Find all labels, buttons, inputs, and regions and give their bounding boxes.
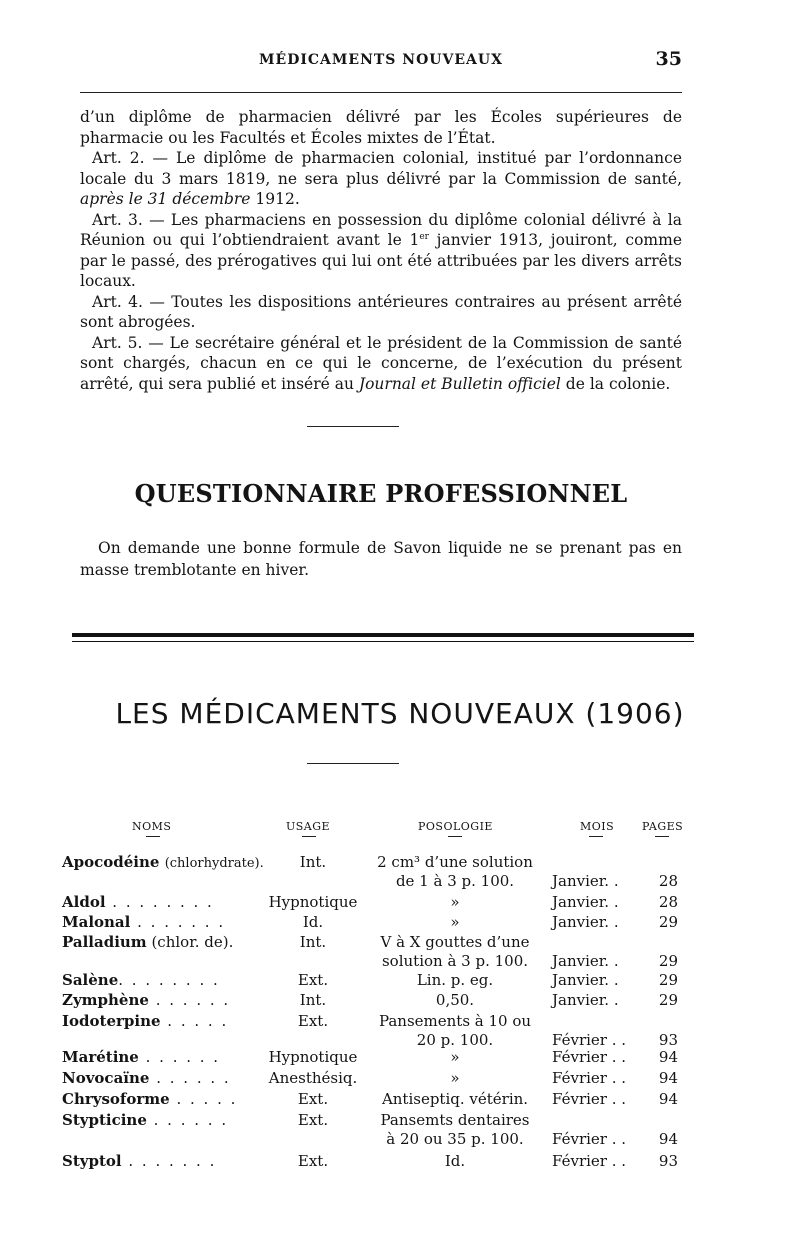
header-posologie: POSOLOGIE: [418, 820, 493, 833]
name-text: Iodoterpine: [62, 1012, 161, 1030]
row-usage: Ext.: [297, 1012, 329, 1030]
row-name: [62, 853, 264, 873]
name-text: Malonal: [62, 913, 131, 931]
row-posologie: [370, 933, 540, 971]
row-usage: Int.: [299, 933, 327, 951]
thick-rule: [72, 633, 694, 637]
row-name: [62, 893, 214, 912]
header-rule: [80, 92, 682, 93]
name-dots: . . . . . .: [149, 1069, 231, 1087]
row-page: 29: [658, 952, 678, 970]
paragraph-art-3: [80, 210, 682, 292]
name-dots: . . . . .: [169, 1090, 238, 1108]
row-month: Janvier. .: [552, 971, 619, 989]
paragraph-art-2: [80, 148, 682, 210]
name-text: Stypticine: [62, 1111, 147, 1129]
posologie-line-2: 20 p. 100.: [416, 1031, 494, 1049]
row-month: Février . .: [552, 1031, 627, 1049]
decree-text: [80, 107, 682, 394]
row-page: 29: [658, 913, 678, 931]
posologie-line-1: 2 cm³ d’une solution: [377, 853, 533, 871]
row-page: 93: [658, 1152, 678, 1170]
name-dots: . . . . .: [160, 1012, 229, 1030]
header-noms: NOMS: [132, 820, 172, 833]
row-usage: Id.: [302, 913, 324, 931]
art-3-text-a: Art. 3. — Les pharmaciens en possession du diplôme colonial délivré à la Réunion ou qui l’obtiendraient avant le 1: [80, 210, 682, 249]
posologie-line-2: solution à 3 p. 100.: [381, 952, 529, 970]
row-page: 29: [658, 971, 678, 989]
row-month: Février . .: [552, 1069, 627, 1087]
row-name: [62, 971, 220, 990]
running-title: MÉDICAMENTS NOUVEAUX: [259, 52, 503, 68]
row-page: 94: [658, 1069, 678, 1087]
name-dots: . . . . . . . .: [105, 893, 214, 911]
row-usage: Ext.: [297, 1111, 329, 1129]
name-text: Palladium: [62, 933, 147, 951]
posologie-line-2: de 1 à 3 p. 100.: [395, 872, 515, 890]
name-dots: . . . . . .: [148, 991, 231, 1009]
art-2-italic: après le 31 décembre: [80, 190, 251, 208]
name-dots: . . . . . . . .: [118, 971, 220, 989]
paragraph-art-4: Art. 4. — Toutes les dispositions antérieures contraires au présent arrêté sont abrogées.: [80, 292, 682, 331]
art-2-text: Art. 2. — Le diplôme de pharmacien colonial, institué par l’ordonnance locale du 3 mars 1819, ne sera plus délivré par la Commission de santé,: [80, 149, 682, 188]
row-posologie: 0,50.: [435, 991, 475, 1009]
row-page: 28: [658, 893, 678, 911]
name-text: Salène: [62, 971, 119, 989]
running-head: [80, 48, 682, 78]
name-dots: . . . . . .: [138, 1048, 221, 1066]
page-number: 35: [655, 48, 682, 70]
row-month: Février . .: [552, 1152, 627, 1170]
row-usage: Int.: [299, 853, 327, 871]
questionnaire-heading: QUESTIONNAIRE PROFESSIONNEL: [134, 479, 628, 508]
row-posologie: [370, 1012, 540, 1050]
header-pages: PAGES: [642, 820, 684, 833]
header-usage: USAGE: [286, 820, 331, 833]
row-posologie: »: [450, 913, 460, 931]
row-posologie: »: [450, 1069, 460, 1087]
header-mois: MOIS: [580, 820, 615, 833]
posologie-line-1: V à X gouttes d’une: [380, 933, 530, 951]
name-text: Styptol: [62, 1152, 122, 1170]
row-posologie: [370, 853, 540, 891]
row-month: Janvier. .: [552, 893, 619, 911]
row-usage: Ext.: [297, 971, 329, 989]
art-5-text-b: de la colonie.: [560, 374, 671, 393]
row-month: Janvier. .: [552, 913, 619, 931]
name-text: Zymphène: [62, 991, 149, 1009]
row-name: [62, 991, 230, 1010]
name-text: Marétine: [62, 1048, 139, 1066]
row-month: Février . .: [552, 1130, 627, 1148]
header-dash-pages: [655, 836, 669, 837]
name-text: Chrysoforme: [62, 1090, 170, 1108]
paragraph-art-5: [80, 333, 682, 395]
row-posologie: Antiseptiq. vétérin.: [381, 1090, 529, 1108]
name-text: Apocodéine: [62, 853, 160, 871]
art-3-superscript: er: [419, 231, 429, 242]
name-dots: . . . . . .: [146, 1111, 229, 1129]
row-usage: Ext.: [297, 1152, 329, 1170]
posologie-line-1: Pansements à 10 ou: [378, 1012, 532, 1030]
row-name: [62, 1069, 231, 1088]
row-name: [62, 933, 233, 952]
name-dots: . . . . . . .: [130, 913, 226, 931]
posologie-line-1: Pansemts dentaires: [380, 1111, 530, 1129]
posologie-line-2: à 20 ou 35 p. 100.: [386, 1130, 524, 1148]
row-name: [62, 1012, 228, 1031]
row-page: 93: [658, 1031, 678, 1049]
row-month: Janvier. .: [552, 872, 619, 890]
name-text: Aldol: [62, 893, 106, 911]
row-name: [62, 1090, 237, 1109]
row-page: 94: [658, 1090, 678, 1108]
row-usage: Anesthésiq.: [268, 1069, 358, 1087]
row-month: Janvier. .: [552, 991, 619, 1009]
name-text: Novocaïne: [62, 1069, 150, 1087]
row-name: [62, 1111, 228, 1130]
header-dash-noms: [146, 836, 160, 837]
row-usage: Hypnotique: [268, 893, 358, 911]
row-posologie: Lin. p. eg.: [416, 971, 494, 989]
art-5-text-a: Art. 5. — Le secrétaire général et le président de la Commission de santé sont chargés, chacun en ce qui le concerne, de l’exécution du présent arrêté, qui sera publié et inséré au: [80, 333, 682, 393]
row-name: [62, 1152, 216, 1171]
row-posologie: Id.: [444, 1152, 466, 1170]
name-note: (chlor. de).: [146, 933, 234, 951]
thin-rule: [72, 641, 694, 642]
row-page: 29: [658, 991, 678, 1009]
section-divider-top: [307, 426, 399, 427]
header-dash-posologie: [448, 836, 462, 837]
art-2-end: 1912.: [250, 190, 300, 208]
row-page: 94: [658, 1048, 678, 1066]
row-page: 28: [658, 872, 678, 890]
row-name: [62, 913, 225, 932]
name-note: (chlorhydrate).: [164, 856, 264, 871]
row-month: Février . .: [552, 1090, 627, 1108]
row-posologie: [370, 1111, 540, 1149]
art-3-text-b: janvier 1913, jouiront, comme par le passé, des prérogatives qui lui ont été attribuées par les divers arrêts locaux.: [80, 231, 682, 290]
section-divider-bottom: [307, 763, 399, 764]
paragraph-1: d’un diplôme de pharmacien délivré par les Écoles supérieures de pharmacie ou les Facultés et Écoles mixtes de l’État.: [80, 108, 682, 147]
row-usage: Hypnotique: [268, 1048, 358, 1066]
name-dots: . . . . . . .: [121, 1152, 217, 1170]
row-month: Février . .: [552, 1048, 627, 1066]
row-name: [62, 1048, 220, 1067]
section-title: LES MÉDICAMENTS NOUVEAUX (1906): [115, 697, 685, 730]
header-dash-usage: [302, 836, 316, 837]
row-usage: Ext.: [297, 1090, 329, 1108]
row-page: 94: [658, 1130, 678, 1148]
questionnaire-text: On demande une bonne formule de Savon liquide ne se prenant pas en masse tremblotante en hiver.: [80, 539, 682, 579]
row-month: Janvier. .: [552, 952, 619, 970]
art-5-italic: Journal et Bulletin officiel: [358, 374, 561, 393]
header-dash-mois: [589, 836, 603, 837]
row-usage: Int.: [299, 991, 327, 1009]
row-posologie: »: [450, 1048, 460, 1066]
row-posologie: »: [450, 893, 460, 911]
